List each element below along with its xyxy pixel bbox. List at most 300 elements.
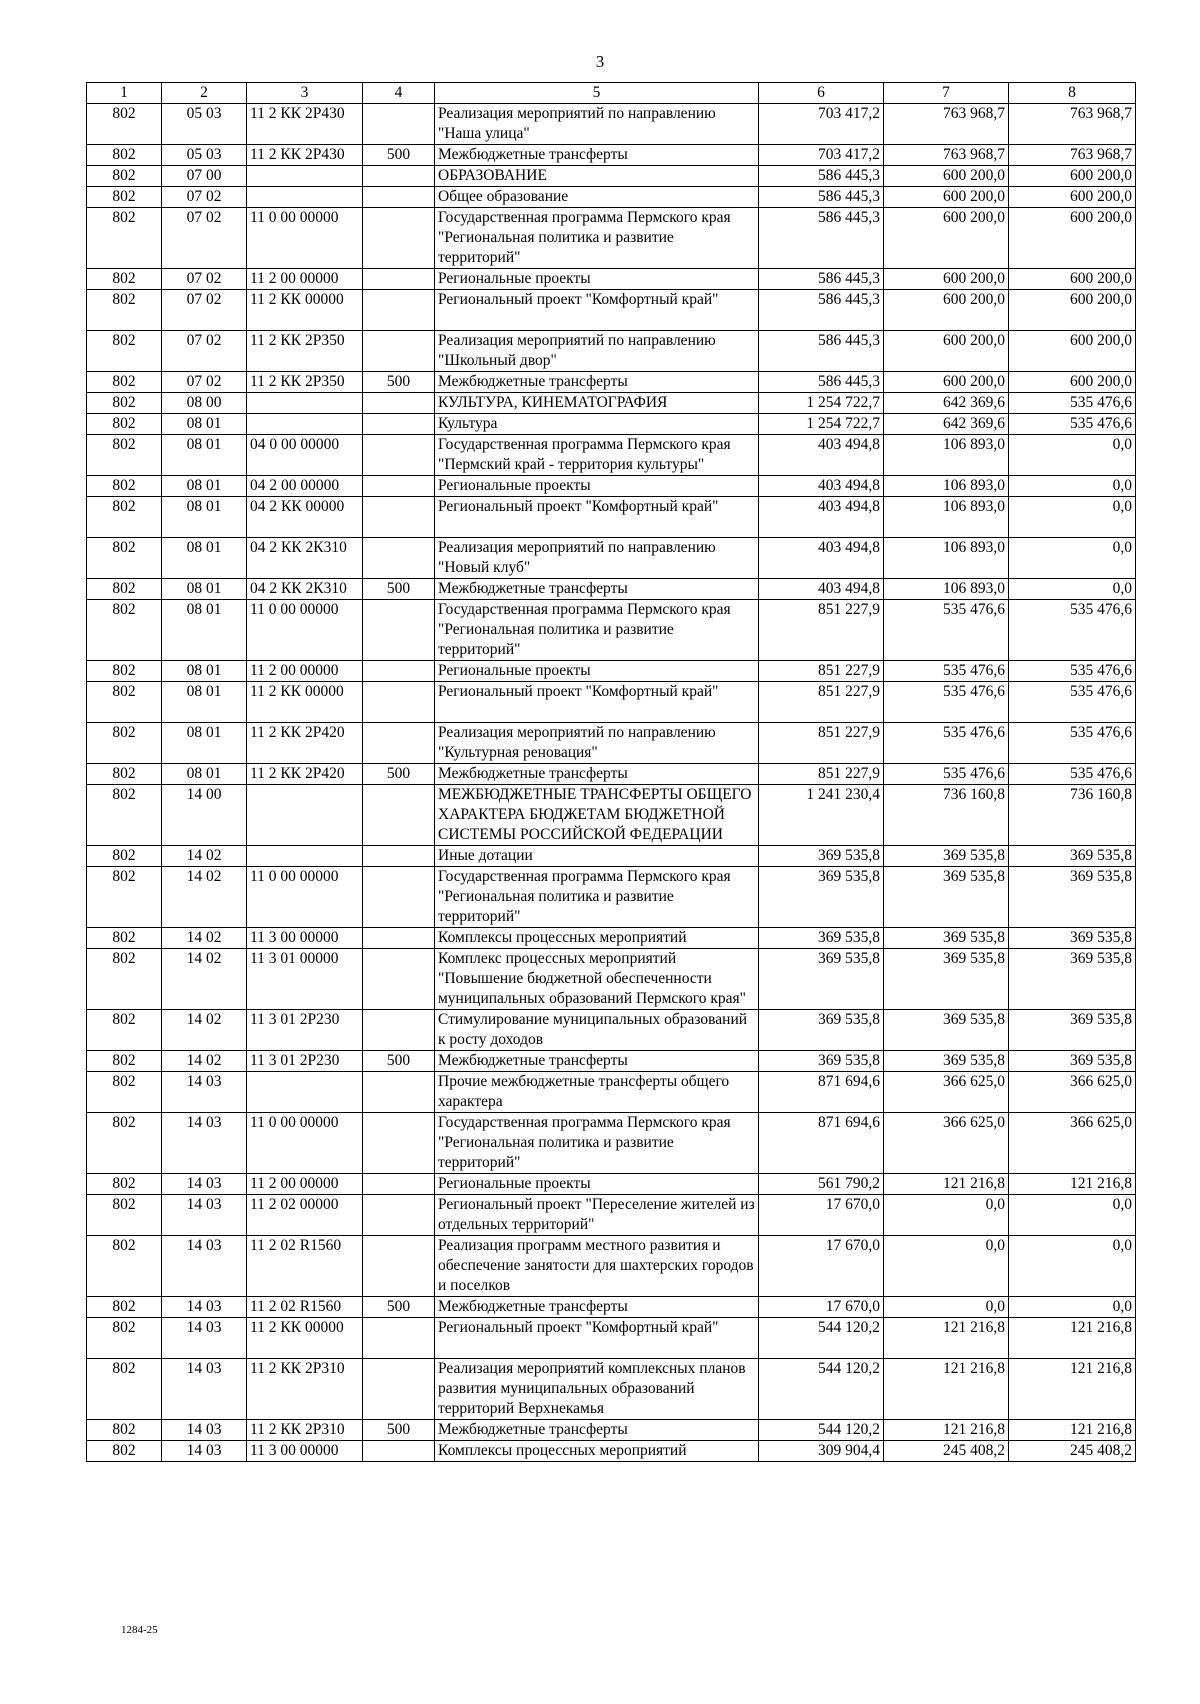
section-code-cell: 07 02 [162, 331, 247, 372]
amount-year2-cell: 600 200,0 [884, 208, 1009, 269]
header-cell: 8 [1009, 83, 1136, 104]
name-cell: Региональные проекты [435, 1174, 759, 1195]
table-row [87, 269, 1136, 290]
amount-year3-cell: 600 200,0 [1009, 187, 1136, 208]
header-cell: 2 [162, 83, 247, 104]
name-cell: Межбюджетные трансферты [435, 1051, 759, 1072]
ministry-code-cell: 802 [87, 166, 162, 187]
amount-year3-cell: 369 535,8 [1009, 846, 1136, 867]
amount-year3-cell: 369 535,8 [1009, 949, 1136, 1010]
amount-year2-cell: 106 893,0 [884, 476, 1009, 497]
expense-type-cell [363, 949, 435, 1010]
amount-year2-cell: 535 476,6 [884, 764, 1009, 785]
name-cell: Межбюджетные трансферты [435, 1297, 759, 1318]
amount-year2-cell: 369 535,8 [884, 949, 1009, 1010]
ministry-code-cell: 802 [87, 682, 162, 723]
target-article-cell: 11 0 00 00000 [247, 208, 363, 269]
amount-year3-cell: 535 476,6 [1009, 661, 1136, 682]
target-article-cell [247, 846, 363, 867]
name-cell: Реализация мероприятий по направлению "Культурная реновация" [435, 723, 759, 764]
section-code-cell: 07 02 [162, 187, 247, 208]
amount-year2-cell: 600 200,0 [884, 269, 1009, 290]
amount-year2-cell: 0,0 [884, 1195, 1009, 1236]
amount-year1-cell: 851 227,9 [759, 682, 884, 723]
amount-year3-cell: 763 968,7 [1009, 104, 1136, 145]
expense-type-cell [363, 497, 435, 538]
amount-year2-cell: 642 369,6 [884, 414, 1009, 435]
name-cell: МЕЖБЮДЖЕТНЫЕ ТРАНСФЕРТЫ ОБЩЕГО ХАРАКТЕРА БЮДЖЕТАМ БЮДЖЕТНОЙ СИСТЕМЫ РОССИЙСКОЙ ФЕДЕРАЦИИ [435, 785, 759, 846]
amount-year1-cell: 403 494,8 [759, 497, 884, 538]
section-code-cell: 07 02 [162, 372, 247, 393]
section-code-cell: 08 01 [162, 435, 247, 476]
name-cell: Региональный проект "Комфортный край" [435, 497, 759, 538]
ministry-code-cell: 802 [87, 1359, 162, 1420]
section-code-cell: 08 01 [162, 600, 247, 661]
amount-year3-cell: 0,0 [1009, 476, 1136, 497]
ministry-code-cell: 802 [87, 846, 162, 867]
amount-year3-cell: 366 625,0 [1009, 1113, 1136, 1174]
expense-type-cell [363, 1195, 435, 1236]
ministry-code-cell: 802 [87, 661, 162, 682]
amount-year2-cell: 600 200,0 [884, 290, 1009, 331]
amount-year2-cell: 535 476,6 [884, 661, 1009, 682]
name-cell: Государственная программа Пермского края "Региональная политика и развитие территорий" [435, 600, 759, 661]
table-row [87, 208, 1136, 269]
amount-year2-cell: 121 216,8 [884, 1174, 1009, 1195]
amount-year3-cell: 0,0 [1009, 435, 1136, 476]
amount-year3-cell: 121 216,8 [1009, 1318, 1136, 1359]
expense-type-cell: 500 [363, 1051, 435, 1072]
table-row [87, 1051, 1136, 1072]
target-article-cell: 11 2 КК 2Р310 [247, 1359, 363, 1420]
amount-year1-cell: 369 535,8 [759, 928, 884, 949]
name-cell: Комплексы процессных мероприятий [435, 1441, 759, 1462]
amount-year1-cell: 586 445,3 [759, 187, 884, 208]
expense-type-cell [363, 1174, 435, 1195]
table-row [87, 476, 1136, 497]
amount-year2-cell: 600 200,0 [884, 166, 1009, 187]
target-article-cell: 11 2 00 00000 [247, 1174, 363, 1195]
amount-year1-cell: 1 241 230,4 [759, 785, 884, 846]
expense-type-cell [363, 208, 435, 269]
amount-year3-cell: 369 535,8 [1009, 928, 1136, 949]
name-cell: Стимулирование муниципальных образований к росту доходов [435, 1010, 759, 1051]
section-code-cell: 14 02 [162, 867, 247, 928]
amount-year2-cell: 106 893,0 [884, 497, 1009, 538]
target-article-cell: 11 2 КК 2Р430 [247, 104, 363, 145]
expense-type-cell [363, 1359, 435, 1420]
amount-year1-cell: 369 535,8 [759, 846, 884, 867]
section-code-cell: 14 02 [162, 949, 247, 1010]
amount-year2-cell: 535 476,6 [884, 600, 1009, 661]
table-body [87, 104, 1136, 1462]
section-code-cell: 14 03 [162, 1420, 247, 1441]
amount-year1-cell: 851 227,9 [759, 600, 884, 661]
table-row [87, 579, 1136, 600]
expense-type-cell [363, 187, 435, 208]
ministry-code-cell: 802 [87, 435, 162, 476]
amount-year2-cell: 369 535,8 [884, 867, 1009, 928]
expense-type-cell [363, 928, 435, 949]
target-article-cell: 11 0 00 00000 [247, 1113, 363, 1174]
amount-year3-cell: 0,0 [1009, 538, 1136, 579]
ministry-code-cell: 802 [87, 1297, 162, 1318]
target-article-cell: 04 2 КК 2К310 [247, 538, 363, 579]
amount-year1-cell: 369 535,8 [759, 1010, 884, 1051]
target-article-cell: 11 3 01 00000 [247, 949, 363, 1010]
ministry-code-cell: 802 [87, 1051, 162, 1072]
table-row [87, 1113, 1136, 1174]
ministry-code-cell: 802 [87, 145, 162, 166]
amount-year3-cell: 535 476,6 [1009, 764, 1136, 785]
table-row [87, 600, 1136, 661]
name-cell: Межбюджетные трансферты [435, 579, 759, 600]
target-article-cell: 11 2 КК 2Р310 [247, 1420, 363, 1441]
amount-year2-cell: 366 625,0 [884, 1072, 1009, 1113]
section-code-cell: 14 02 [162, 846, 247, 867]
expense-type-cell: 500 [363, 1420, 435, 1441]
amount-year3-cell: 600 200,0 [1009, 166, 1136, 187]
amount-year2-cell: 600 200,0 [884, 331, 1009, 372]
table-row [87, 372, 1136, 393]
amount-year2-cell: 600 200,0 [884, 187, 1009, 208]
expense-type-cell [363, 723, 435, 764]
table-row [87, 1072, 1136, 1113]
target-article-cell: 04 2 КК 00000 [247, 497, 363, 538]
ministry-code-cell: 802 [87, 1420, 162, 1441]
amount-year2-cell: 121 216,8 [884, 1318, 1009, 1359]
expense-type-cell: 500 [363, 372, 435, 393]
amount-year3-cell: 369 535,8 [1009, 1051, 1136, 1072]
ministry-code-cell: 802 [87, 497, 162, 538]
target-article-cell: 11 2 КК 2Р420 [247, 764, 363, 785]
table-row [87, 414, 1136, 435]
amount-year2-cell: 369 535,8 [884, 1051, 1009, 1072]
ministry-code-cell: 802 [87, 1236, 162, 1297]
amount-year1-cell: 851 227,9 [759, 661, 884, 682]
amount-year2-cell: 369 535,8 [884, 928, 1009, 949]
amount-year1-cell: 544 120,2 [759, 1318, 884, 1359]
target-article-cell: 11 2 02 R1560 [247, 1297, 363, 1318]
amount-year2-cell: 763 968,7 [884, 145, 1009, 166]
target-article-cell: 11 2 КК 00000 [247, 1318, 363, 1359]
table-header-row [87, 83, 1136, 104]
amount-year3-cell: 369 535,8 [1009, 867, 1136, 928]
target-article-cell: 04 2 КК 2К310 [247, 579, 363, 600]
ministry-code-cell: 802 [87, 785, 162, 846]
table-row [87, 187, 1136, 208]
target-article-cell [247, 414, 363, 435]
amount-year3-cell: 600 200,0 [1009, 269, 1136, 290]
table-row [87, 682, 1136, 723]
table-row [87, 1420, 1136, 1441]
ministry-code-cell: 802 [87, 1174, 162, 1195]
section-code-cell: 08 01 [162, 497, 247, 538]
name-cell: Региональный проект "Комфортный край" [435, 290, 759, 331]
expense-type-cell [363, 1236, 435, 1297]
amount-year1-cell: 17 670,0 [759, 1195, 884, 1236]
amount-year1-cell: 1 254 722,7 [759, 414, 884, 435]
amount-year3-cell: 535 476,6 [1009, 723, 1136, 764]
page-number: 3 [595, 52, 605, 71]
amount-year3-cell: 0,0 [1009, 1195, 1136, 1236]
ministry-code-cell: 802 [87, 1318, 162, 1359]
ministry-code-cell: 802 [87, 414, 162, 435]
table-row [87, 393, 1136, 414]
amount-year3-cell: 0,0 [1009, 579, 1136, 600]
expense-type-cell [363, 785, 435, 846]
name-cell: Реализация мероприятий по направлению "Наша улица" [435, 104, 759, 145]
section-code-cell: 14 03 [162, 1359, 247, 1420]
header-cell: 5 [435, 83, 759, 104]
name-cell: Реализация мероприятий комплексных планов развития муниципальных образований территорий Верхнекамья [435, 1359, 759, 1420]
amount-year3-cell: 245 408,2 [1009, 1441, 1136, 1462]
name-cell: Реализация программ местного развития и обеспечение занятости для шахтерских городов и поселков [435, 1236, 759, 1297]
name-cell: Культура [435, 414, 759, 435]
ministry-code-cell: 802 [87, 393, 162, 414]
target-article-cell: 11 3 01 2Р230 [247, 1051, 363, 1072]
section-code-cell: 08 01 [162, 579, 247, 600]
amount-year1-cell: 403 494,8 [759, 579, 884, 600]
amount-year2-cell: 0,0 [884, 1297, 1009, 1318]
table-row [87, 764, 1136, 785]
amount-year3-cell: 121 216,8 [1009, 1174, 1136, 1195]
name-cell: Региональный проект "Комфортный край" [435, 1318, 759, 1359]
amount-year2-cell: 366 625,0 [884, 1113, 1009, 1174]
expense-type-cell: 500 [363, 1297, 435, 1318]
table-row [87, 104, 1136, 145]
table-row [87, 846, 1136, 867]
expense-type-cell [363, 1010, 435, 1051]
name-cell: Государственная программа Пермского края "Региональная политика и развитие территорий" [435, 208, 759, 269]
ministry-code-cell: 802 [87, 104, 162, 145]
budget-allocation-table [86, 82, 1136, 1462]
amount-year1-cell: 1 254 722,7 [759, 393, 884, 414]
amount-year1-cell: 851 227,9 [759, 764, 884, 785]
name-cell: Межбюджетные трансферты [435, 1420, 759, 1441]
section-code-cell: 14 03 [162, 1318, 247, 1359]
table-row [87, 1359, 1136, 1420]
amount-year1-cell: 17 670,0 [759, 1236, 884, 1297]
target-article-cell: 11 2 02 00000 [247, 1195, 363, 1236]
name-cell: Региональный проект "Комфортный край" [435, 682, 759, 723]
ministry-code-cell: 802 [87, 867, 162, 928]
expense-type-cell: 500 [363, 764, 435, 785]
target-article-cell: 11 3 00 00000 [247, 1441, 363, 1462]
table-row [87, 1236, 1136, 1297]
amount-year3-cell: 535 476,6 [1009, 414, 1136, 435]
section-code-cell: 14 03 [162, 1441, 247, 1462]
amount-year3-cell: 600 200,0 [1009, 331, 1136, 372]
name-cell: Региональный проект "Переселение жителей из отдельных территорий" [435, 1195, 759, 1236]
name-cell: КУЛЬТУРА, КИНЕМАТОГРАФИЯ [435, 393, 759, 414]
amount-year1-cell: 586 445,3 [759, 166, 884, 187]
expense-type-cell [363, 104, 435, 145]
target-article-cell: 11 3 01 2Р230 [247, 1010, 363, 1051]
section-code-cell: 08 01 [162, 764, 247, 785]
target-article-cell [247, 166, 363, 187]
ministry-code-cell: 802 [87, 1010, 162, 1051]
amount-year1-cell: 369 535,8 [759, 867, 884, 928]
table-row [87, 497, 1136, 538]
section-code-cell: 14 03 [162, 1174, 247, 1195]
amount-year3-cell: 121 216,8 [1009, 1359, 1136, 1420]
amount-year1-cell: 871 694,6 [759, 1113, 884, 1174]
target-article-cell: 11 0 00 00000 [247, 600, 363, 661]
name-cell: ОБРАЗОВАНИЕ [435, 166, 759, 187]
name-cell: Комплексы процессных мероприятий [435, 928, 759, 949]
header-cell: 4 [363, 83, 435, 104]
amount-year1-cell: 586 445,3 [759, 208, 884, 269]
ministry-code-cell: 802 [87, 538, 162, 579]
name-cell: Региональные проекты [435, 661, 759, 682]
target-article-cell [247, 187, 363, 208]
section-code-cell: 14 02 [162, 1010, 247, 1051]
amount-year1-cell: 309 904,4 [759, 1441, 884, 1462]
expense-type-cell [363, 661, 435, 682]
amount-year3-cell: 535 476,6 [1009, 393, 1136, 414]
ministry-code-cell: 802 [87, 1113, 162, 1174]
amount-year2-cell: 245 408,2 [884, 1441, 1009, 1462]
table-row [87, 1010, 1136, 1051]
target-article-cell: 11 3 00 00000 [247, 928, 363, 949]
section-code-cell: 14 03 [162, 1195, 247, 1236]
amount-year3-cell: 0,0 [1009, 1236, 1136, 1297]
section-code-cell: 05 03 [162, 145, 247, 166]
ministry-code-cell: 802 [87, 372, 162, 393]
ministry-code-cell: 802 [87, 949, 162, 1010]
header-cell: 6 [759, 83, 884, 104]
section-code-cell: 07 02 [162, 290, 247, 331]
target-article-cell: 11 2 КК 2Р420 [247, 723, 363, 764]
expense-type-cell [363, 476, 435, 497]
target-article-cell [247, 785, 363, 846]
amount-year3-cell: 369 535,8 [1009, 1010, 1136, 1051]
section-code-cell: 14 03 [162, 1113, 247, 1174]
section-code-cell: 08 01 [162, 476, 247, 497]
section-code-cell: 14 02 [162, 928, 247, 949]
amount-year2-cell: 535 476,6 [884, 723, 1009, 764]
table-row [87, 723, 1136, 764]
amount-year1-cell: 871 694,6 [759, 1072, 884, 1113]
amount-year1-cell: 586 445,3 [759, 372, 884, 393]
target-article-cell: 11 2 00 00000 [247, 269, 363, 290]
ministry-code-cell: 802 [87, 600, 162, 661]
target-article-cell [247, 1072, 363, 1113]
amount-year2-cell: 106 893,0 [884, 579, 1009, 600]
section-code-cell: 08 01 [162, 723, 247, 764]
amount-year3-cell: 535 476,6 [1009, 600, 1136, 661]
amount-year1-cell: 851 227,9 [759, 723, 884, 764]
expense-type-cell [363, 166, 435, 187]
amount-year2-cell: 763 968,7 [884, 104, 1009, 145]
target-article-cell: 04 0 00 00000 [247, 435, 363, 476]
amount-year2-cell: 106 893,0 [884, 538, 1009, 579]
amount-year1-cell: 544 120,2 [759, 1420, 884, 1441]
amount-year3-cell: 366 625,0 [1009, 1072, 1136, 1113]
name-cell: Государственная программа Пермского края "Пермский край - территория культуры" [435, 435, 759, 476]
name-cell: Межбюджетные трансферты [435, 145, 759, 166]
section-code-cell: 05 03 [162, 104, 247, 145]
header-cell: 1 [87, 83, 162, 104]
amount-year1-cell: 369 535,8 [759, 1051, 884, 1072]
amount-year2-cell: 600 200,0 [884, 372, 1009, 393]
expense-type-cell: 500 [363, 579, 435, 600]
table-row [87, 435, 1136, 476]
amount-year3-cell: 535 476,6 [1009, 682, 1136, 723]
table-row [87, 1318, 1136, 1359]
target-article-cell: 04 2 00 00000 [247, 476, 363, 497]
amount-year1-cell: 544 120,2 [759, 1359, 884, 1420]
target-article-cell: 11 2 КК 2Р350 [247, 331, 363, 372]
amount-year1-cell: 586 445,3 [759, 331, 884, 372]
section-code-cell: 07 00 [162, 166, 247, 187]
ministry-code-cell: 802 [87, 579, 162, 600]
amount-year2-cell: 369 535,8 [884, 846, 1009, 867]
document-code: 1284-25 [121, 1624, 158, 1636]
header-cell: 3 [247, 83, 363, 104]
ministry-code-cell: 802 [87, 187, 162, 208]
amount-year3-cell: 600 200,0 [1009, 372, 1136, 393]
expense-type-cell: 500 [363, 145, 435, 166]
target-article-cell: 11 2 00 00000 [247, 661, 363, 682]
section-code-cell: 14 03 [162, 1297, 247, 1318]
amount-year3-cell: 763 968,7 [1009, 145, 1136, 166]
amount-year1-cell: 703 417,2 [759, 104, 884, 145]
name-cell: Государственная программа Пермского края "Региональная политика и развитие территорий" [435, 1113, 759, 1174]
amount-year2-cell: 535 476,6 [884, 682, 1009, 723]
amount-year3-cell: 121 216,8 [1009, 1420, 1136, 1441]
ministry-code-cell: 802 [87, 290, 162, 331]
amount-year1-cell: 586 445,3 [759, 269, 884, 290]
name-cell: Межбюджетные трансферты [435, 764, 759, 785]
expense-type-cell [363, 867, 435, 928]
ministry-code-cell: 802 [87, 476, 162, 497]
expense-type-cell [363, 1441, 435, 1462]
section-code-cell: 08 01 [162, 538, 247, 579]
table-row [87, 145, 1136, 166]
target-article-cell: 11 2 02 R1560 [247, 1236, 363, 1297]
section-code-cell: 07 02 [162, 269, 247, 290]
section-code-cell: 08 01 [162, 414, 247, 435]
amount-year1-cell: 403 494,8 [759, 538, 884, 579]
target-article-cell: 11 0 00 00000 [247, 867, 363, 928]
section-code-cell: 14 03 [162, 1072, 247, 1113]
amount-year1-cell: 403 494,8 [759, 435, 884, 476]
ministry-code-cell: 802 [87, 723, 162, 764]
target-article-cell: 11 2 КК 2Р430 [247, 145, 363, 166]
amount-year3-cell: 0,0 [1009, 1297, 1136, 1318]
ministry-code-cell: 802 [87, 208, 162, 269]
amount-year2-cell: 642 369,6 [884, 393, 1009, 414]
ministry-code-cell: 802 [87, 928, 162, 949]
table-row [87, 331, 1136, 372]
amount-year3-cell: 600 200,0 [1009, 208, 1136, 269]
amount-year3-cell: 0,0 [1009, 497, 1136, 538]
table-row [87, 1174, 1136, 1195]
name-cell: Прочие межбюджетные трансферты общего характера [435, 1072, 759, 1113]
table-row [87, 785, 1136, 846]
ministry-code-cell: 802 [87, 1072, 162, 1113]
ministry-code-cell: 802 [87, 269, 162, 290]
section-code-cell: 08 01 [162, 682, 247, 723]
ministry-code-cell: 802 [87, 764, 162, 785]
section-code-cell: 14 00 [162, 785, 247, 846]
table-row [87, 1195, 1136, 1236]
table-row [87, 1297, 1136, 1318]
expense-type-cell [363, 269, 435, 290]
name-cell: Общее образование [435, 187, 759, 208]
